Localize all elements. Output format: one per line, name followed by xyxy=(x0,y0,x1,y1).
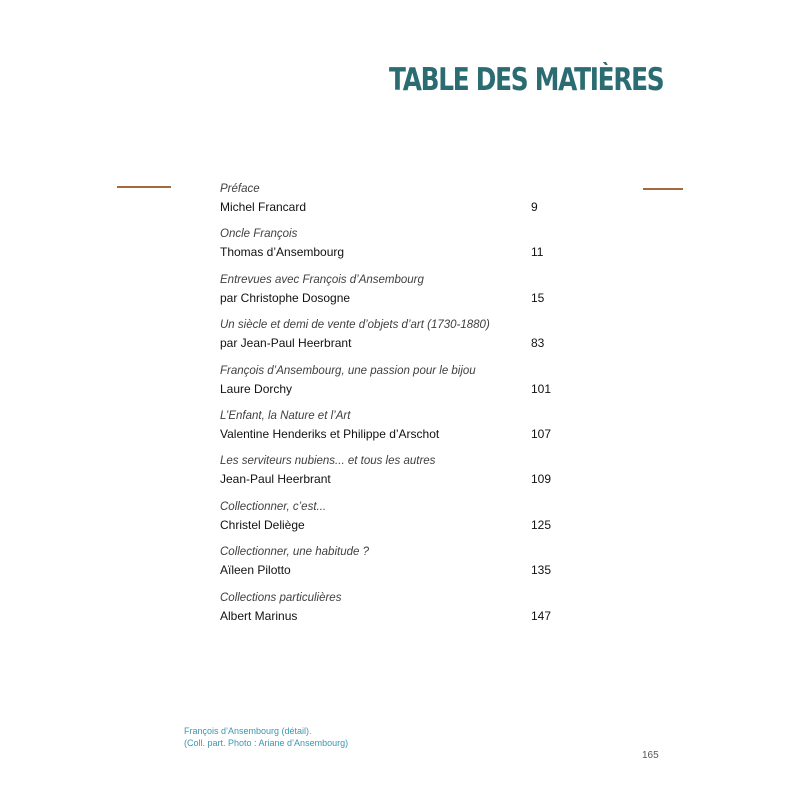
decorative-rule-left xyxy=(117,186,171,188)
caption-line-1: François d’Ansembourg (détail). xyxy=(184,726,312,736)
toc-entry-page: 11 xyxy=(531,245,544,260)
decorative-rule-right xyxy=(643,188,683,190)
toc-entry xyxy=(220,182,560,227)
page-number: 165 xyxy=(642,750,659,761)
toc-entry-title: Collectionner, c’est... xyxy=(220,500,327,513)
toc-entry xyxy=(220,500,560,545)
toc-entry-author: Laure Dorchy xyxy=(220,381,293,396)
toc-entry xyxy=(220,591,560,636)
toc-entry-page: 15 xyxy=(531,290,545,305)
toc-entry xyxy=(220,273,560,318)
toc-entry-title: Collections particulières xyxy=(220,591,342,604)
toc-entry-author: Michel Francard xyxy=(220,200,307,214)
toc-entry-title: Préface xyxy=(220,183,260,195)
toc-entry-title: François d’Ansembourg, une passion pour le bijou xyxy=(220,364,476,377)
toc-entry-author: Jean-Paul Heerbrant xyxy=(220,472,331,487)
toc-entry-page: 135 xyxy=(531,563,552,578)
toc-entry-author: Thomas d’Ansembourg xyxy=(220,245,345,260)
toc-entry-title: Oncle François xyxy=(220,228,298,241)
toc-entry-author: par Jean-Paul Heerbrant xyxy=(220,336,352,351)
toc-entry xyxy=(220,409,560,454)
toc-entry-author: Albert Marinus xyxy=(220,608,298,623)
image-caption xyxy=(184,725,348,749)
toc-entry-page: 107 xyxy=(531,426,552,441)
toc-entry xyxy=(220,545,560,590)
toc-entry-title: L’Enfant, la Nature et l’Art xyxy=(220,409,351,422)
toc-entry-page: 83 xyxy=(531,336,545,351)
toc-entry-page: 101 xyxy=(531,381,552,396)
toc-entry xyxy=(220,318,560,363)
toc-entry-title: Un siècle et demi de vente d’objets d’art (1730-1880) xyxy=(220,319,490,332)
table-of-contents xyxy=(220,182,560,636)
toc-entry-author: Aïleen Pilotto xyxy=(220,563,291,578)
toc-entry-page: 147 xyxy=(531,608,552,623)
toc-entry-page: 125 xyxy=(531,517,552,532)
toc-entry xyxy=(220,227,560,272)
toc-entry xyxy=(220,364,560,409)
toc-entry-page: 9 xyxy=(531,200,538,214)
toc-entry-author: par Christophe Dosogne xyxy=(220,290,351,305)
toc-entry-title: Les serviteurs nubiens... et tous les autres xyxy=(220,455,436,468)
toc-entry-title: Collectionner, une habitude ? xyxy=(220,546,369,559)
caption-line-2: (Coll. part. Photo : Ariane d’Ansembourg) xyxy=(184,738,349,748)
toc-entry-title: Entrevues avec François d’Ansembourg xyxy=(220,273,424,286)
toc-entry-page: 109 xyxy=(531,472,552,487)
toc-entry-author: Christel Deliège xyxy=(220,517,305,532)
page-title: TABLE DES MATIÈRES xyxy=(389,62,664,98)
toc-entry xyxy=(220,454,560,499)
toc-entry-author: Valentine Henderiks et Philippe d’Arschot xyxy=(220,426,440,441)
